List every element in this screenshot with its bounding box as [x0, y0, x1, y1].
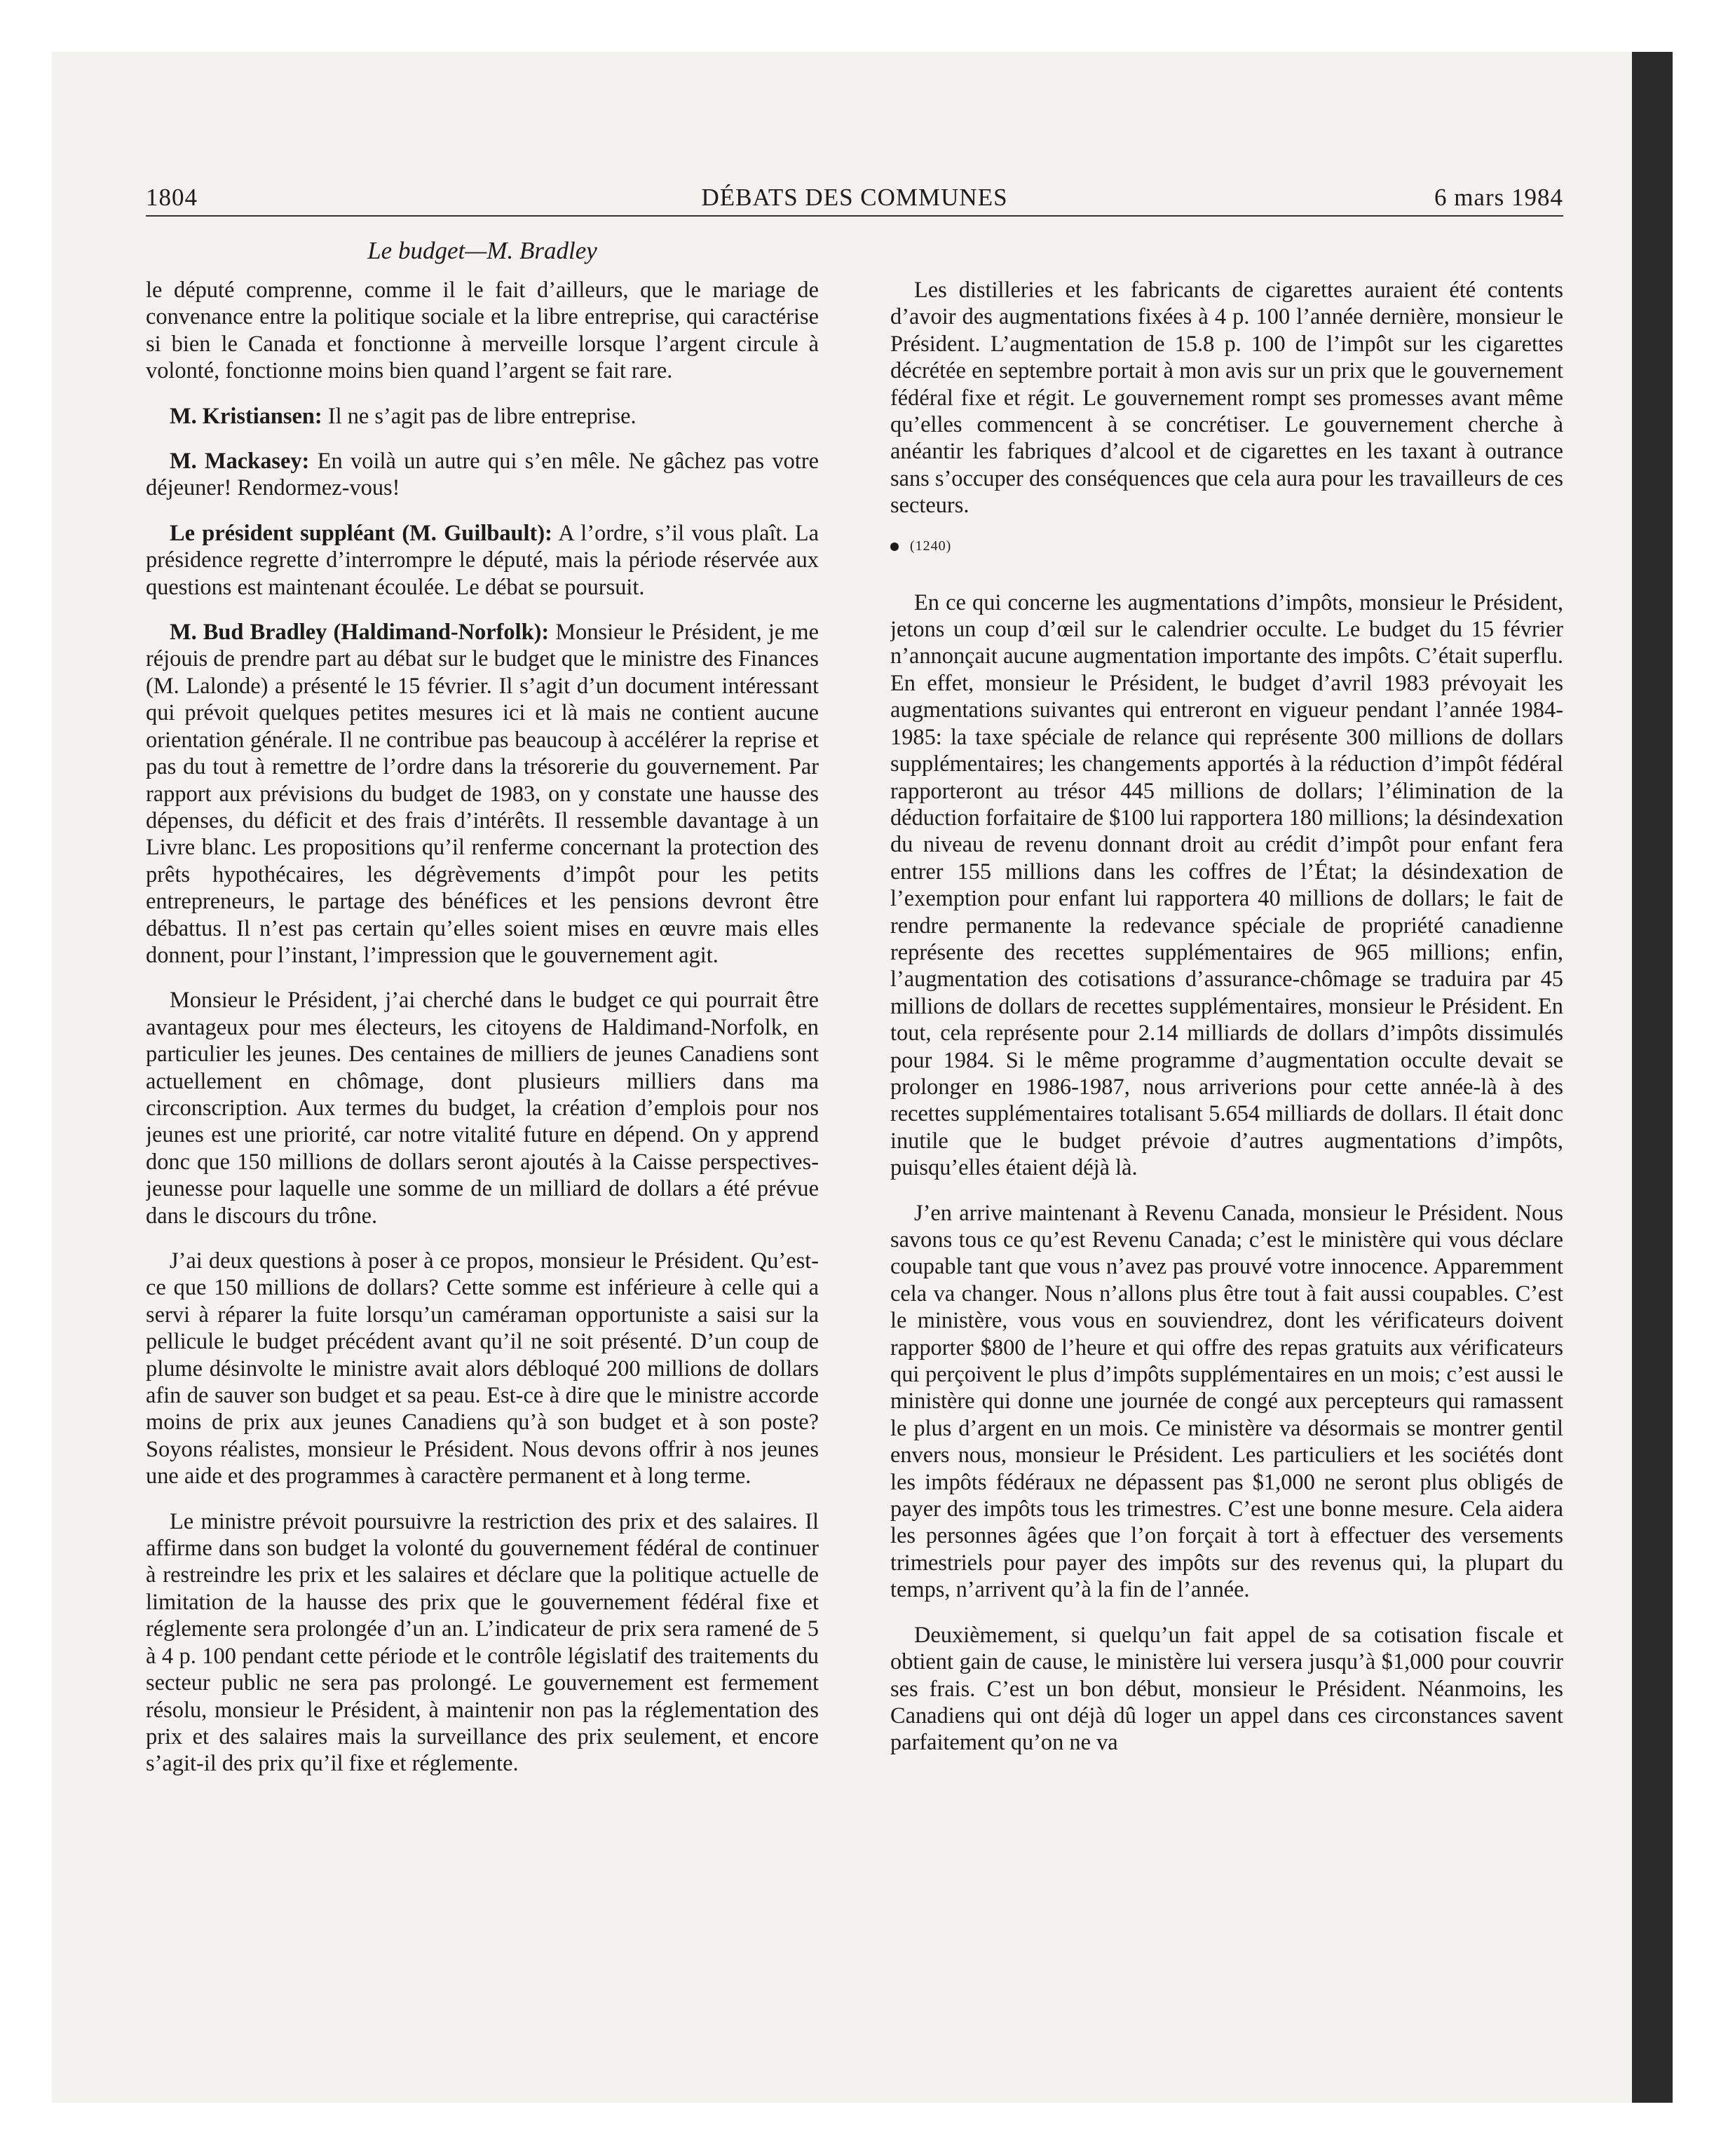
right-column	[890, 277, 1563, 2057]
paragraph: le député comprenne, comme il le fait d’ailleurs, que le mariage de convenance entre la politique sociale et la libre entreprise, qui caractérise si bien le Canada et fonctionne à merveille lorsque l’argent circule à volonté, fonctionne moins bien quand l’argent se fait rare.	[146, 278, 819, 384]
paragraph: J’en arrive maintenant à Revenu Canada, monsieur le Président. Nous savons tous ce qu’est Revenu Canada; c’est le ministère qui vous déclare coupable tant que vous n’avez pas prouvé votre innocence. Apparemment cela va changer. Nous n’allons plus être tout à fait aussi coupables. C’est le ministère, vous vous en souviendrez, dont les vérificateurs doivent rapporter $800 de l’heure et qui offre des repas gratuits aux vérificateurs qui perçoivent le plus d’impôts supplémentaires en un mois; c’est aussi le ministère qui donne une journée de congé aux percepteurs qui ramassent le plus d’argent en un mois. Ce ministère va désormais se montrer gentil envers nous, monsieur le Président. Les particuliers et les sociétés dont les impôts fédéraux ne dépassent pas $1,000 ne seront plus obligés de payer des impôts tous les trimestres. C’est une bonne mesure. Cela aidera les personnes âgées que l’on forçait à tort à effectuer des versements trimestriels pour payer des impôts sur des revenus qui, la plupart du temps, n’arrivent qu’à la fin de l’année.	[890, 1200, 1563, 1603]
paragraph: Deuxièmement, si quelqu’un fait appel de sa cotisation fiscale et obtient gain de cause, le ministère lui versera jusqu’à $1,000 pour couvrir ses frais. C’est un bon début, monsieur le Président. Néanmoins, les Canadiens qui ont déjà dû loger un appel dans ces circonstances savent parfaitement qu’on ne va	[890, 1622, 1563, 1756]
paragraph: Les distilleries et les fabricants de cigarettes auraient été contents d’avoir des augmentations fixées à 4 p. 100 l’année dernière, monsieur le Président. L’augmentation de 15.8 p. 100 de l’impôt sur les cigarettes décrétée en septembre portait à mon avis sur un prix que le gouvernement fédéral fixe et régit. Le gouvernement rompt ses promesses avant même qu’elles commencent à se concrétiser. Le gouvernement cherche à anéantir les fabriques d’alcool et de cigarettes en les taxant à outrance sans s’occuper des conséquences que cela aura pour les travailleurs de ces secteurs.	[890, 278, 1563, 519]
speech-text: En voilà un autre qui s’en mêle. Ne gâchez pas votre déjeuner! Rendormez-vous!	[146, 449, 819, 501]
speech-text: A l’ordre, s’il vous plaît. La présidence regrette d’interrompre le député, mais la période réservée aux questions est maintenant écoulée. Le débat se poursuit.	[146, 520, 819, 600]
publication-title: DÉBATS DES COMMUNES	[701, 184, 1008, 211]
scan-edge-shadow	[1632, 52, 1673, 2103]
page-number: 1804	[146, 184, 198, 211]
speech-text: Il ne s’agit pas de libre entreprise.	[327, 403, 637, 429]
paragraph: Le ministre prévoit poursuivre la restriction des prix et des salaires. Il affirme dans son budget la volonté du gouvernement fédéral de continuer à restreindre les prix et les salaires et déclare que la politique actuelle de limitation de la hausse des prix que le gouvernement fédéral fixe et réglemente sera prolongée d’un an. L’indicateur de prix sera ramené de 5 à 4 p. 100 pendant cette période et le contrôle législatif des traitements du secteur public ne sera pas prolongé. Le gouvernement est fermement résolu, monsieur le Président, à maintenir non pas la réglementation des prix et des salaires mais la surveillance des prix seulement, et encore s’agit-il des prix qu’il fixe et réglemente.	[146, 1508, 819, 1777]
speech	[146, 403, 819, 430]
paragraph: En ce qui concerne les augmentations d’impôts, monsieur le Président, jetons un coup d’œil sur le calendrier occulte. Le budget du 15 février n’annonçait aucune augmentation importante des impôts. C’était superflu. En effet, monsieur le Président, le budget d’avril 1983 prévoyait les augmentations suivantes qui entreront en vigueur pendant l’année 1984-1985: la taxe spéciale de relance qui représente 300 millions de dollars supplémentaires; les changements apportés à la réduction d’impôt fédéral rapporteront au trésor 445 millions de dollars; l’élimination de la déduction forfaitaire de $100 lui rapportera 180 millions; la désindexation du niveau de revenu donnant droit au crédit d’impôt pour enfant fera entrer 155 millions dans les coffres de l’État; la désindexation de l’exemption pour enfant lui rapportera 40 millions de dollars; le fait de rendre permanente la redevance spéciale de propriété canadienne représente des recettes supplémentaires de 965 millions; enfin, l’augmentation des cotisations d’assurance-chômage se traduira par 45 millions de dollars de recettes supplémentaires, monsieur le Président. En tout, cela représente pour 2.14 milliards de dollars d’impôts dissimulés pour 1984. Si le même programme d’augmentation occulte devait se prolonger en 1986-1987, nous arriverions pour cette année-là à des recettes supplémentaires totalisant 5.654 milliards de dollars. Il était donc inutile que le budget prévoie d’autres augmentations d’impôts, puisqu’elles étaient déjà là.	[890, 589, 1563, 1181]
paragraph: Monsieur le Président, j’ai cherché dans le budget ce qui pourrait être avantageux pour mes électeurs, les citoyens de Haldimand-Norfolk, en particulier les jeunes. Des centaines de milliers de jeunes Canadiens sont actuellement en chômage, dont plusieurs milliers dans ma circonscription. Aux termes du budget, la création d’emplois pour nos jeunes est une priorité, car notre vitalité future en dépend. On y apprend donc que 150 millions de dollars seront ajoutés à la Caisse perspectives-jeunesse pour laquelle une somme de un milliard de dollars a été prévue dans le discours du trône.	[146, 988, 819, 1229]
speaker-name: M. Bud Bradley (Haldimand-Norfolk):	[170, 620, 550, 646]
speech	[146, 619, 819, 969]
page-header	[146, 184, 1563, 214]
speaker-name: M. Mackasey:	[170, 449, 310, 475]
header-rule	[146, 215, 1563, 217]
header-date: 6 mars 1984	[1434, 184, 1563, 211]
time-marker	[890, 538, 1563, 554]
paragraph: J’ai deux questions à poser à ce propos, monsieur le Président. Qu’est-ce que 150 millions de dollars? Cette somme est inférieure à celle qui a servi à réparer la fuite lorsqu’un caméraman opportuniste a saisi sur la pellicule le budget précédent avant qu’il ne soit présenté. D’un coup de plume désinvolte le ministre avait alors débloqué 200 millions de dollars afin de sauver son budget et sa peau. Est-ce à dire que le ministre accorde moins de prix aux jeunes Canadiens qu’à son budget et à son poste? Soyons réalistes, monsieur le Président. Nous devons offrir à nos jeunes une aide et des programmes à caractère permanent et à long terme.	[146, 1248, 819, 1489]
bullet-icon	[890, 543, 899, 551]
speech	[146, 520, 819, 601]
speaker-name: Le président suppléant (M. Guilbault):	[170, 520, 552, 546]
speech	[146, 448, 819, 502]
running-head: Le budget—M. Bradley	[367, 237, 597, 264]
left-column	[146, 277, 819, 2057]
speaker-name: M. Kristiansen:	[170, 403, 322, 429]
speech-text: Monsieur le Président, je me réjouis de prendre part au débat sur le budget que le ministre des Finances (M. Lalonde) a présenté le 15 février. Il s’agit d’un document intéressant qui prévoit quelques petites mesures ici et là mais ne contient aucune orientation générale. Il ne contribue pas beaucoup à accélérer la reprise et pas du tout à remettre de l’ordre dans la trésorerie du gouvernement. Par rapport aux prévisions du budget de 1983, on y constate une hausse des dépenses, du déficit et des frais d’intérêts. Il ressemble davantage à un Livre blanc. Les propositions qu’il renferme concernant la protection des prêts hypothécaires, les dégrèvements d’impôt pour les petits entrepreneurs, le partage des bénéfices et les pensions devront être débattus. Il n’est pas certain qu’elles soient mises en œuvre mais elles donnent, pour l’instant, l’impression que le gouvernement agit.	[146, 620, 819, 968]
time-marker-text: (1240)	[910, 538, 952, 554]
